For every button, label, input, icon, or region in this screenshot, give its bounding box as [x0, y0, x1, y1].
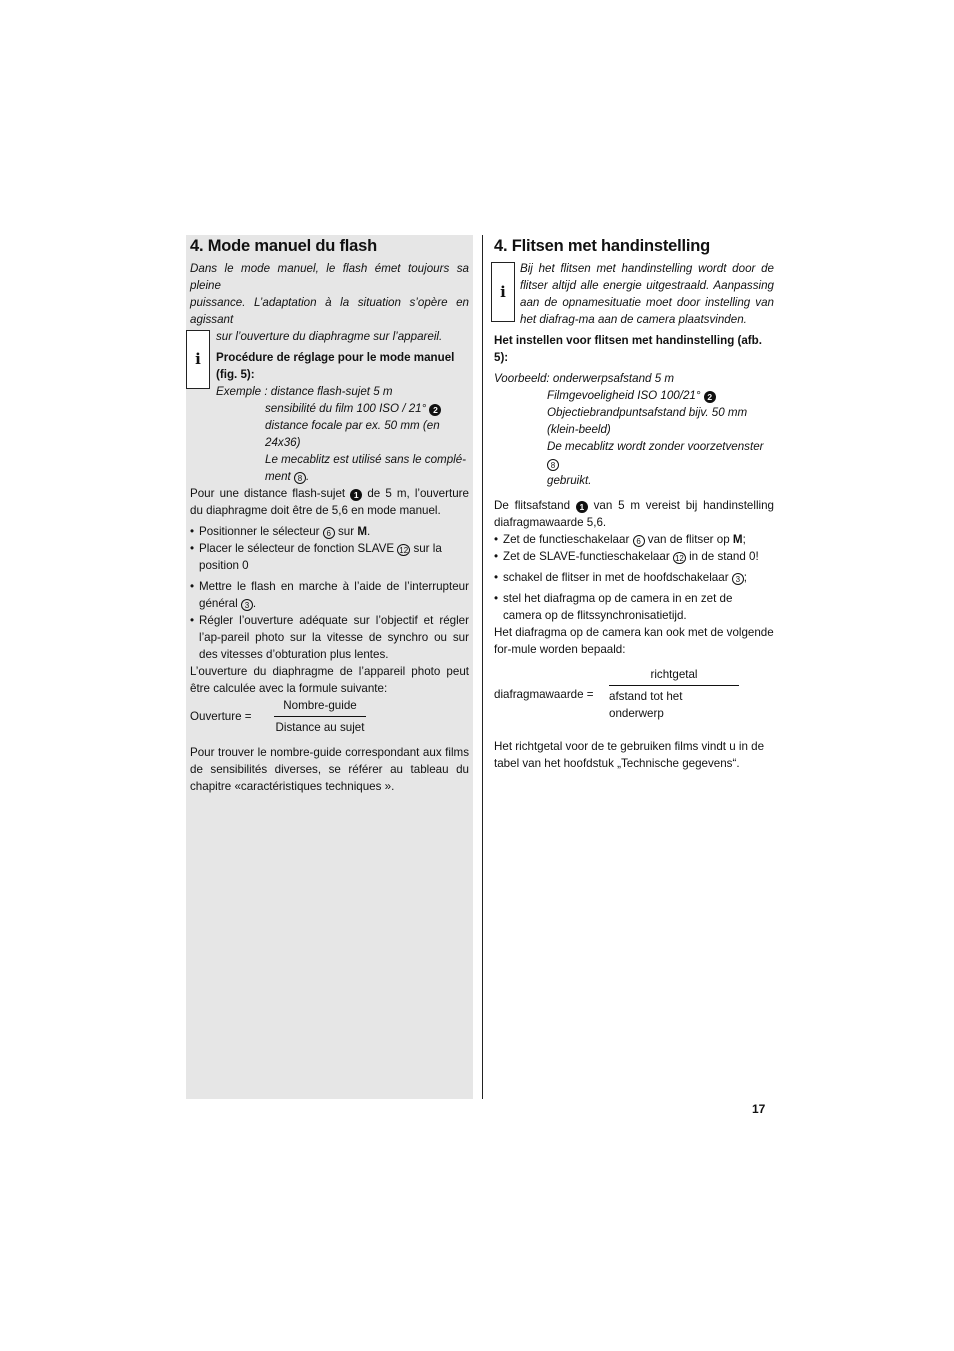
french-formula-numerator: Nombre-guide [283, 699, 357, 712]
marker-12: 12 [674, 554, 684, 563]
french-formula-fraction [274, 697, 366, 736]
french-section-title: 4. Mode manuel du flash [190, 237, 378, 255]
dutch-bullet-2: • Zet de SLAVE-functieschakelaar 12 in de stand 0! [494, 550, 759, 563]
marker-3: 3 [732, 573, 744, 585]
column-divider [482, 235, 483, 1099]
dutch-para3: Het richtgetal voor de te gebruiken films vindt u in de tabel van het hoofdstuk „Technische gegevens“. [494, 740, 765, 770]
dutch-example-sensitivity: Filmgevoeligheid ISO 100/21° [547, 389, 701, 402]
french-example-line2 [265, 400, 469, 417]
french-para1-end: de 5 m, l’ouverture du diaphragme doit être de 5,6 en mode manuel. [190, 487, 469, 517]
marker-12: 12 [399, 546, 409, 555]
french-example-complement: ment [265, 470, 291, 483]
dutch-para1-start: De flitsafstand [494, 499, 571, 512]
info-icon: i [186, 330, 210, 389]
marker-8: 8 [294, 472, 306, 484]
info-icon: i [491, 262, 515, 322]
french-bullet4-text: Régler l’ouverture adéquate sur l’objectif et régler l’ap-pareil photo sur la vitesse de synchro ou sur des vitesses d’obturation plus lentes. [199, 614, 469, 661]
dutch-para2: Het diafragma op de camera kan ook met de volgende for-mule worden bepaald: [494, 626, 774, 656]
french-bullet2-end: sur la position 0 [199, 542, 442, 572]
dutch-formula-denominator: afstand tot het onderwerp [609, 690, 683, 720]
dutch-info-block [494, 260, 774, 328]
dutch-procedure-title: Het instellen voor flitsen met handinstelling (afb. 5): [494, 334, 762, 364]
marker-1: 1 [576, 501, 588, 513]
french-example-line5: ment 8 . [265, 470, 310, 483]
dutch-bullet2-end: in de stand 0! [689, 550, 759, 563]
french-formula-left: Ouverture = [190, 710, 252, 723]
french-bullet1-sur: sur [337, 525, 355, 538]
french-intro-line3: sur l’ouverture du diaphragme sur l’appareil. [216, 330, 443, 343]
french-example-line4: Le mecablitz est utilisé sans le complé- [265, 453, 467, 466]
french-para1-start: Pour une distance flash-sujet [190, 487, 346, 500]
french-bullet2-text: Placer le sélecteur de fonction SLAVE [199, 542, 395, 555]
dutch-formula-numerator: richtgetal [650, 668, 698, 681]
dutch-intro: Bij het flitsen met handinstelling wordt door de flitser altijd alle energie uitgestraald. Aanpassing aan de opnamesituatie moet door instelling van het diafrag-ma aan de camera plaatsvinden. [520, 262, 774, 326]
french-para1 [190, 485, 469, 519]
dutch-bullet-4: • stel het diafragma op de camera in en zet de camera op de flitssynchronisatietijd. [494, 590, 774, 624]
marker-8: 8 [547, 459, 559, 471]
french-bullet-1: • Positionner le sélecteur 6 sur M. [190, 525, 371, 538]
marker-6: 6 [323, 527, 335, 539]
french-intro-line2: puissance. L’adaptation à la situation s’opère en agissant [190, 296, 469, 326]
marker-1: 1 [350, 489, 362, 501]
french-bullet-2: • Placer le sélecteur de fonction SLAVE 12 sur la position 0 [190, 542, 442, 572]
dutch-formula-fraction [609, 666, 739, 722]
dutch-bullet1-text: Zet de functieschakelaar [503, 533, 630, 546]
marker-3: 3 [241, 599, 253, 611]
french-example-line3: distance focale par ex. 50 mm (en 24x36) [265, 419, 440, 449]
dutch-section-title: 4. Flitsen met handinstelling [494, 237, 711, 255]
marker-2: 2 [429, 404, 441, 416]
french-bullet1-text: Positionner le sélecteur [199, 525, 320, 538]
french-bullet-3: • Mettre le flash en marche à l’aide de l’interrupteur général 3 . [190, 580, 469, 610]
dutch-column [494, 235, 774, 772]
page-number: 17 [752, 1102, 766, 1116]
french-para2: L’ouverture du diaphragme de l’appareil photo peut être calculée avec la formule suivante: [190, 665, 469, 695]
dutch-formula [494, 666, 774, 722]
dutch-example-line5: gebruikt. [547, 474, 592, 487]
french-formula [190, 697, 469, 736]
french-formula-denominator: Distance au sujet [275, 721, 365, 734]
dutch-example-label: Voorbeeld: onderwerpsafstand 5 m [494, 372, 675, 385]
marker-2: 2 [704, 391, 716, 403]
dutch-bullet3-text: schakel de flitser in met de hoofdschakelaar [503, 571, 729, 584]
french-info-block [190, 328, 469, 400]
dutch-example-line2 [547, 387, 774, 404]
french-para3: Pour trouver le nombre-guide correspondant aux films de sensibilités diverses, se référer au tableau du chapitre «caractéristiques techniques ». [190, 746, 469, 793]
french-bullet3-text: Mettre le flash en marche à l’aide de l’interrupteur général [199, 580, 469, 610]
french-column [190, 235, 469, 795]
dutch-bullet-1: • Zet de functieschakelaar 6 van de flitser op M; [494, 533, 746, 546]
french-bullet-4: • Régler l’ouverture adéquate sur l’objectif et régler l’ap-pareil photo sur la vitesse de synchro ou sur des vitesses d’obturation plus lentes. [190, 614, 469, 661]
dutch-example-line4 [547, 438, 774, 472]
french-intro-line1: Dans le mode manuel, le flash émet toujours sa pleine [190, 262, 469, 292]
french-procedure-title: Procédure de réglage pour le mode manuel (fig. 5): [216, 351, 455, 381]
marker-6: 6 [633, 535, 645, 547]
french-bullet1-m: M [357, 525, 367, 538]
dutch-para1-end: van 5 m vereist bij handinstelling diafragmawaarde 5,6. [494, 499, 774, 529]
fraction-bar [274, 716, 366, 717]
dutch-bullet2-text: Zet de SLAVE-functieschakelaar [503, 550, 670, 563]
dutch-bullet4-text: stel het diafragma op de camera in en zet de camera op de flitssynchronisatietijd. [503, 592, 733, 622]
dutch-example-attachment: De mecablitz wordt zonder voorzetvenster [547, 440, 764, 453]
dutch-bullet1-mid: van de flitser op [647, 533, 730, 546]
dutch-para1 [494, 497, 774, 531]
dutch-formula-left: diafragmawaarde = [494, 687, 594, 701]
dutch-bullet-3: • schakel de flitser in met de hoofdschakelaar 3 ; [494, 571, 748, 584]
fraction-bar [609, 685, 739, 686]
dutch-example-line3: Objectiebrandpuntsafstand bijv. 50 mm (klein-beeld) [547, 406, 748, 436]
french-example-sensitivity: sensibilité du film 100 ISO / 21° [265, 402, 427, 415]
french-example-label: Exemple : distance flash-sujet 5 m [216, 385, 393, 398]
dutch-bullet1-m: M [732, 533, 743, 546]
